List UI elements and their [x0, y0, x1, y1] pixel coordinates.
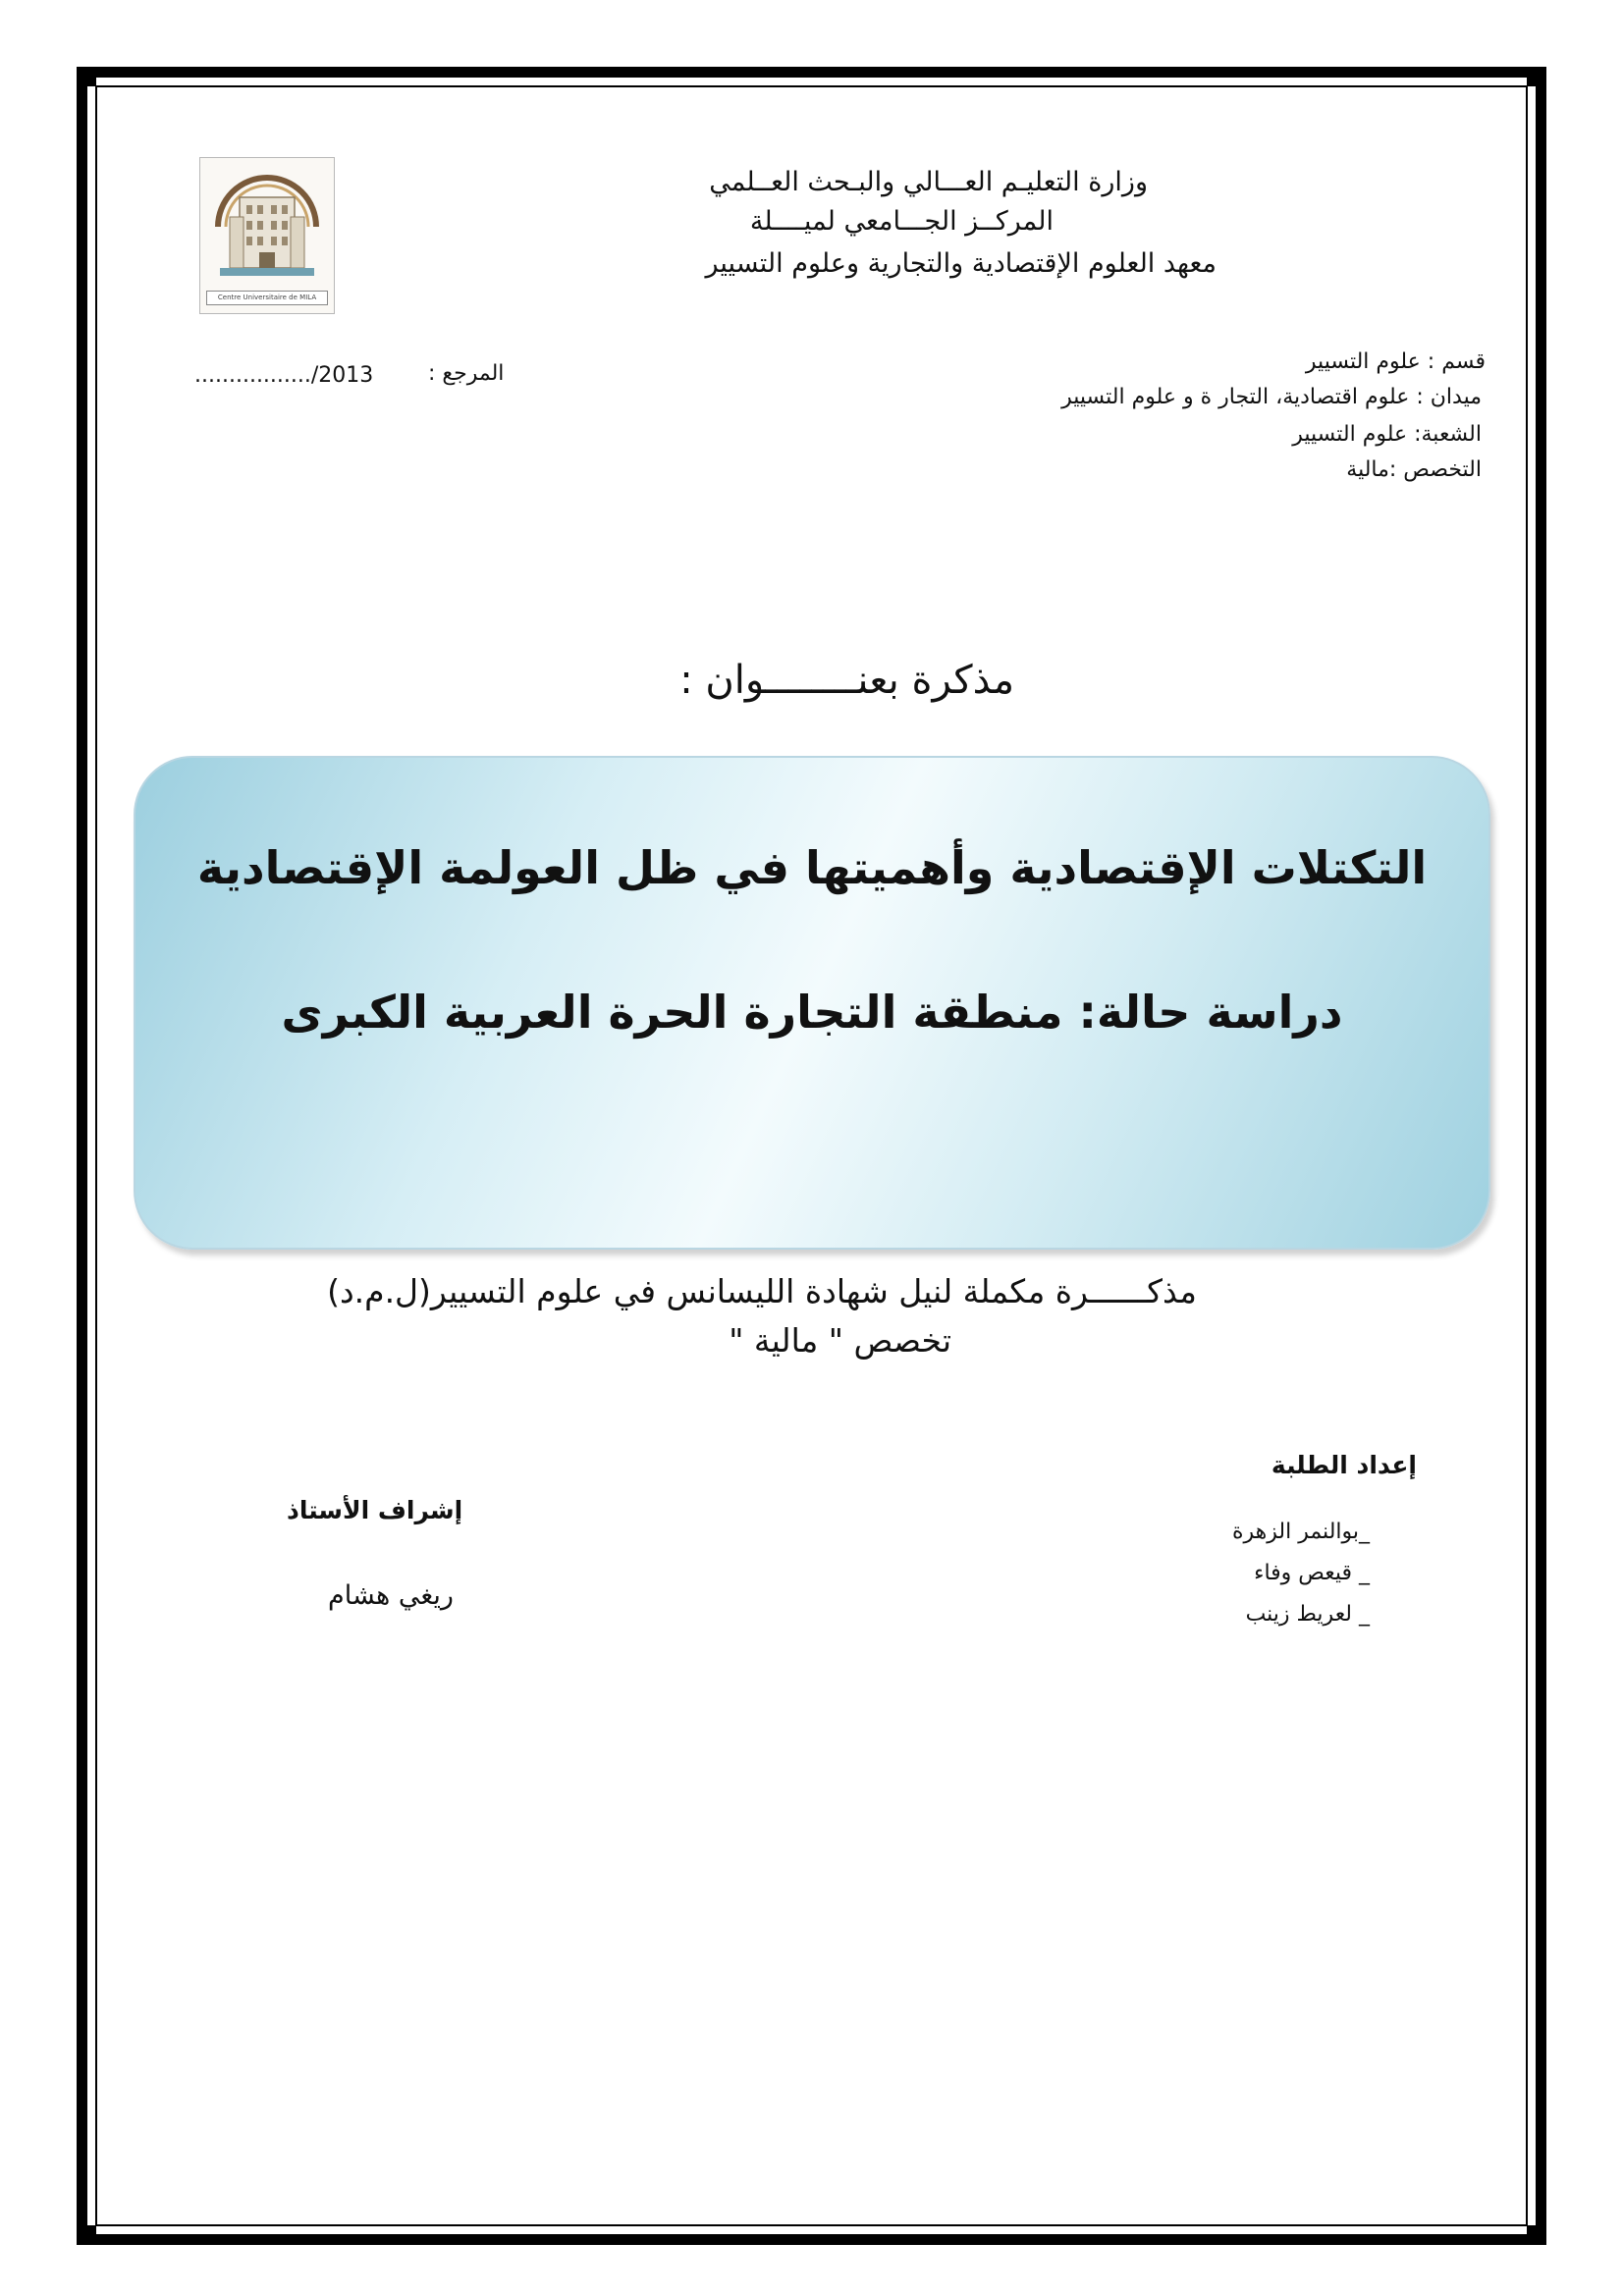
degree-purpose: مذكــــــرة مكملة لنيل شهادة الليسانس في علوم التسيير(ل.م.د): [327, 1272, 1197, 1310]
specialty-note: تخصص " مالية ": [729, 1321, 951, 1360]
ministry-name: وزارة التعليـم العـــالي والبـحث العــلمي: [709, 167, 1148, 197]
border-corner: [1527, 67, 1546, 86]
specialty-line: التخصص :مالية: [1346, 457, 1482, 482]
students-heading: إعداد الطلبة: [1271, 1451, 1417, 1479]
border-corner: [1527, 2225, 1546, 2245]
logo-caption: Centre Universitaire de MILA: [206, 291, 328, 305]
supervisor-heading: إشراف الأستاذ: [287, 1496, 463, 1524]
student-name: _بوالنمر الزهرة: [1231, 1520, 1370, 1544]
field-line: ميدان : علوم اقتصادية، التجار ة و علوم التسيير: [1061, 385, 1482, 409]
university-center-name: المركــز الجـــامعي لميــــلة: [749, 206, 1054, 237]
institute-name: معهد العلوم الإقتصادية والتجارية وعلوم التسيير: [705, 248, 1217, 279]
reference-label: المرجع :: [428, 361, 505, 386]
title-box: [134, 756, 1490, 1250]
memo-heading: مذكرة بعنــــــــوان :: [679, 658, 1014, 703]
university-logo: [199, 157, 335, 314]
border-corner: [77, 67, 96, 86]
building-icon: [200, 158, 334, 286]
case-study-title: دراسة حالة: منطقة التجارة الحرة العربية الكبرى: [281, 986, 1343, 1039]
student-name: _ قيعص وفاء: [1254, 1561, 1370, 1585]
reference-value: ................./2013: [194, 363, 374, 388]
border-corner: [77, 2225, 96, 2245]
department-line: قسم : علوم التسيير: [1305, 349, 1486, 374]
student-name: _ لعريط زينب: [1245, 1602, 1370, 1627]
supervisor-name: ريغي هشام: [328, 1580, 454, 1611]
branch-line: الشعبة: علوم التسيير: [1292, 422, 1482, 447]
thesis-title: التكتلات الإقتصادية وأهميتها في ظل العولمة الإقتصادية: [196, 841, 1428, 894]
